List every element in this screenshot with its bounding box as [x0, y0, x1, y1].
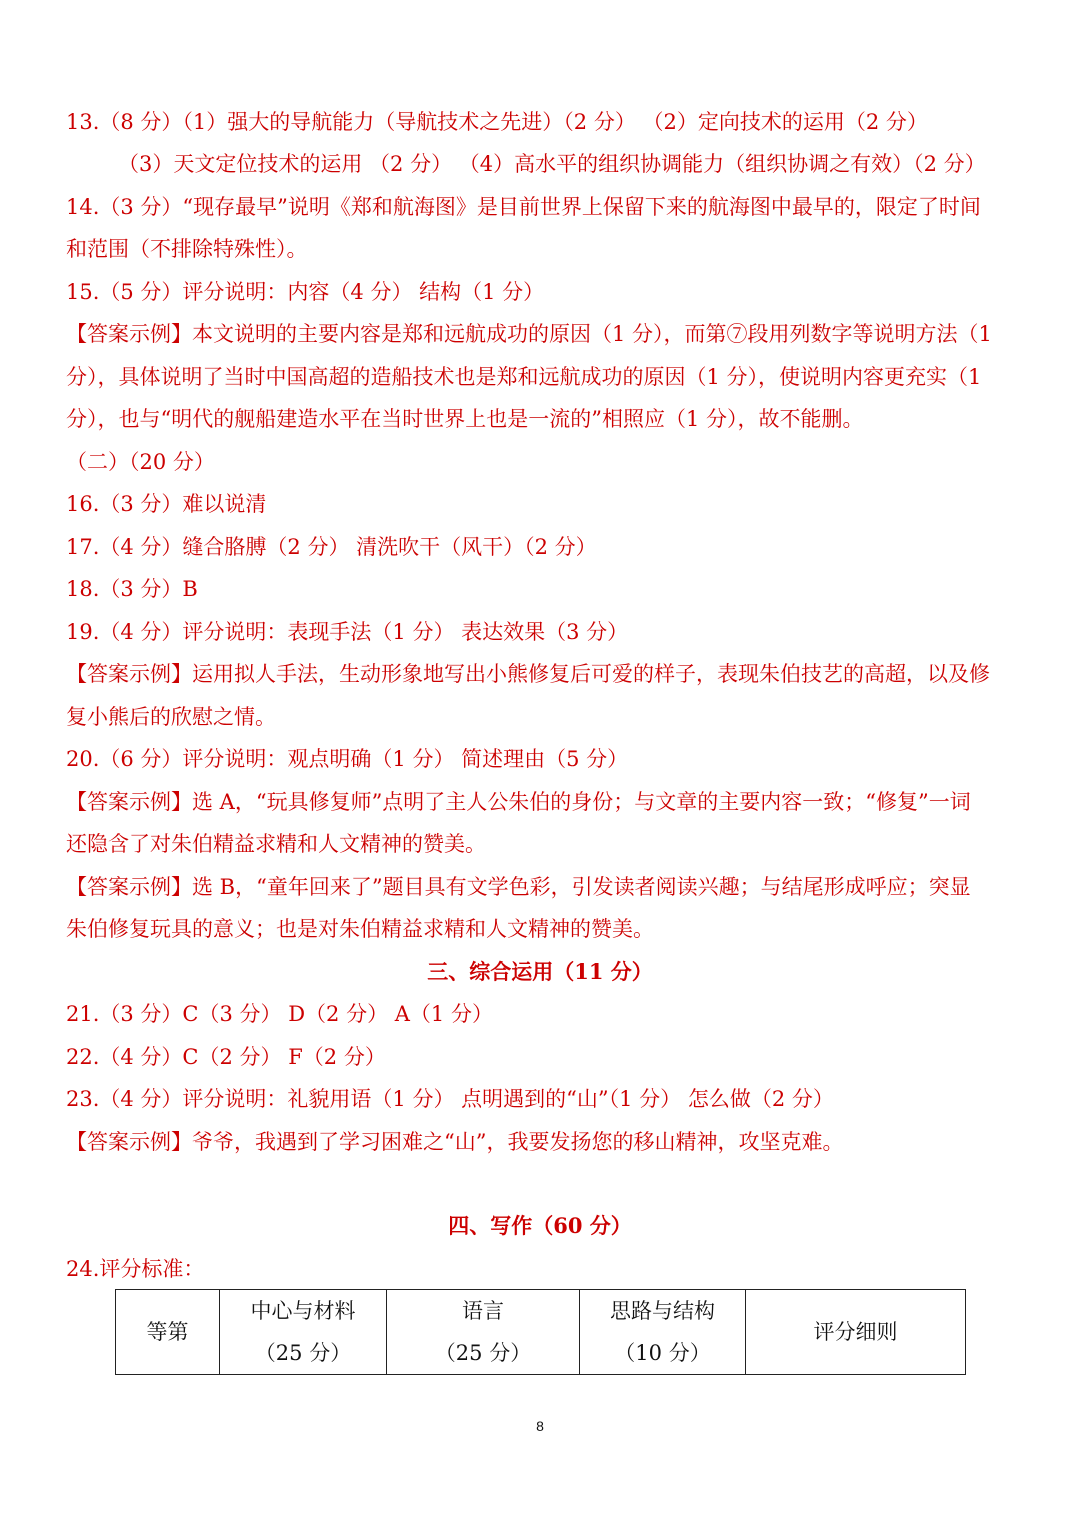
header-language [387, 1290, 580, 1375]
answer-15-example-line-1: 【答案示例】本文说明的主要内容是郑和远航成功的原因（1 分），而第⑦段用列数字等说明方法（1 [66, 322, 992, 346]
answer-23-example: 【答案示例】爷爷，我遇到了学习困难之“山”，我要发扬您的移山精神，攻坚克难。 [66, 1130, 844, 1154]
answer-13-line-2: （3）天文定位技术的运用 （2 分） （4）高水平的组织协调能力（组织协调之有效）（2 分） [118, 152, 986, 176]
grading-table [115, 1289, 966, 1375]
header-content-material [220, 1290, 387, 1375]
answer-15-example-line-2: 分），具体说明了当时中国高超的造船技术也是郑和远航成功的原因（1 分），使说明内容更充实（1 [66, 365, 982, 389]
answer-20-scoring: 20.（6 分）评分说明：观点明确（1 分） 简述理由（5 分） [66, 747, 629, 771]
answer-18: 18.（3 分）B [66, 577, 198, 601]
answer-17: 17.（4 分）缝合胳膊（2 分） 清洗吹干（风干）（2 分） [66, 535, 597, 559]
answer-22: 22.（4 分）C（2 分） F（2 分） [66, 1045, 386, 1069]
header-scoring-details-label: 评分细则 [813, 1320, 898, 1344]
header-content-material-points: （25 分） [254, 1341, 352, 1365]
answer-20-example-a-line-1: 【答案示例】选 A，“玩具修复师”点明了主人公朱伯的身份；与文章的主要内容一致；“修复”一词 [66, 790, 971, 814]
answer-19-scoring: 19.（4 分）评分说明：表现手法（1 分） 表达效果（3 分） [66, 620, 629, 644]
table-header-row [116, 1290, 966, 1375]
header-structure [580, 1290, 746, 1375]
header-structure-points: （10 分） [614, 1341, 711, 1365]
header-grade-label: 等第 [146, 1320, 189, 1344]
answer-20-example-b-line-1: 【答案示例】选 B，“童年回来了”题目具有文学色彩，引发读者阅读兴趣；与结尾形成呼应；突显 [66, 875, 971, 899]
header-scoring-details [746, 1290, 966, 1375]
header-language-label: 语言 [462, 1299, 504, 1323]
answer-19-example-line-2: 复小熊后的欣慰之情。 [66, 705, 276, 729]
section-four-heading: 四、写作（60 分） [448, 1213, 632, 1238]
answer-15-example-line-3: 分），也与“明代的舰船建造水平在当时世界上也是一流的”相照应（1 分），故不能删。 [66, 407, 864, 431]
answer-19-example-line-1: 【答案示例】运用拟人手法，生动形象地写出小熊修复后可爱的样子，表现朱伯技艺的高超，以及修 [66, 662, 990, 686]
header-grade [116, 1290, 220, 1375]
header-content-material-label: 中心与材料 [250, 1299, 356, 1323]
header-language-points: （25 分） [434, 1341, 532, 1365]
answer-23-scoring: 23.（4 分）评分说明：礼貌用语（1 分） 点明遇到的“山”（1 分） 怎么做（2 分） [66, 1087, 834, 1111]
answer-14-line-2: 和范围（不排除特殊性）。 [66, 237, 308, 261]
answer-21: 21.（3 分）C（3 分） D（2 分） A（1 分） [66, 1002, 493, 1026]
section-two-heading: （二）（20 分） [66, 450, 215, 474]
answer-13-line-1: 13.（8 分）（1）强大的导航能力（导航技术之先进）（2 分） （2）定向技术的运用（2 分） [66, 110, 928, 134]
answer-20-example-a-line-2: 还隐含了对朱伯精益求精和人文精神的赞美。 [66, 832, 486, 856]
answer-15-scoring: 15.（5 分）评分说明：内容（4 分） 结构（1 分） [66, 280, 545, 304]
answer-24-label: 24.评分标准： [66, 1257, 205, 1281]
page-number: 8 [536, 1418, 544, 1434]
section-three-heading: 三、综合运用（11 分） [427, 959, 653, 984]
answer-14-line-1: 14.（3 分）“现存最早”说明《郑和航海图》是目前世界上保留下来的航海图中最早的，限定了时间 [66, 195, 981, 219]
header-structure-label: 思路与结构 [610, 1299, 715, 1323]
answer-16: 16.（3 分）难以说清 [66, 492, 267, 516]
answer-20-example-b-line-2: 朱伯修复玩具的意义；也是对朱伯精益求精和人文精神的赞美。 [66, 917, 654, 941]
